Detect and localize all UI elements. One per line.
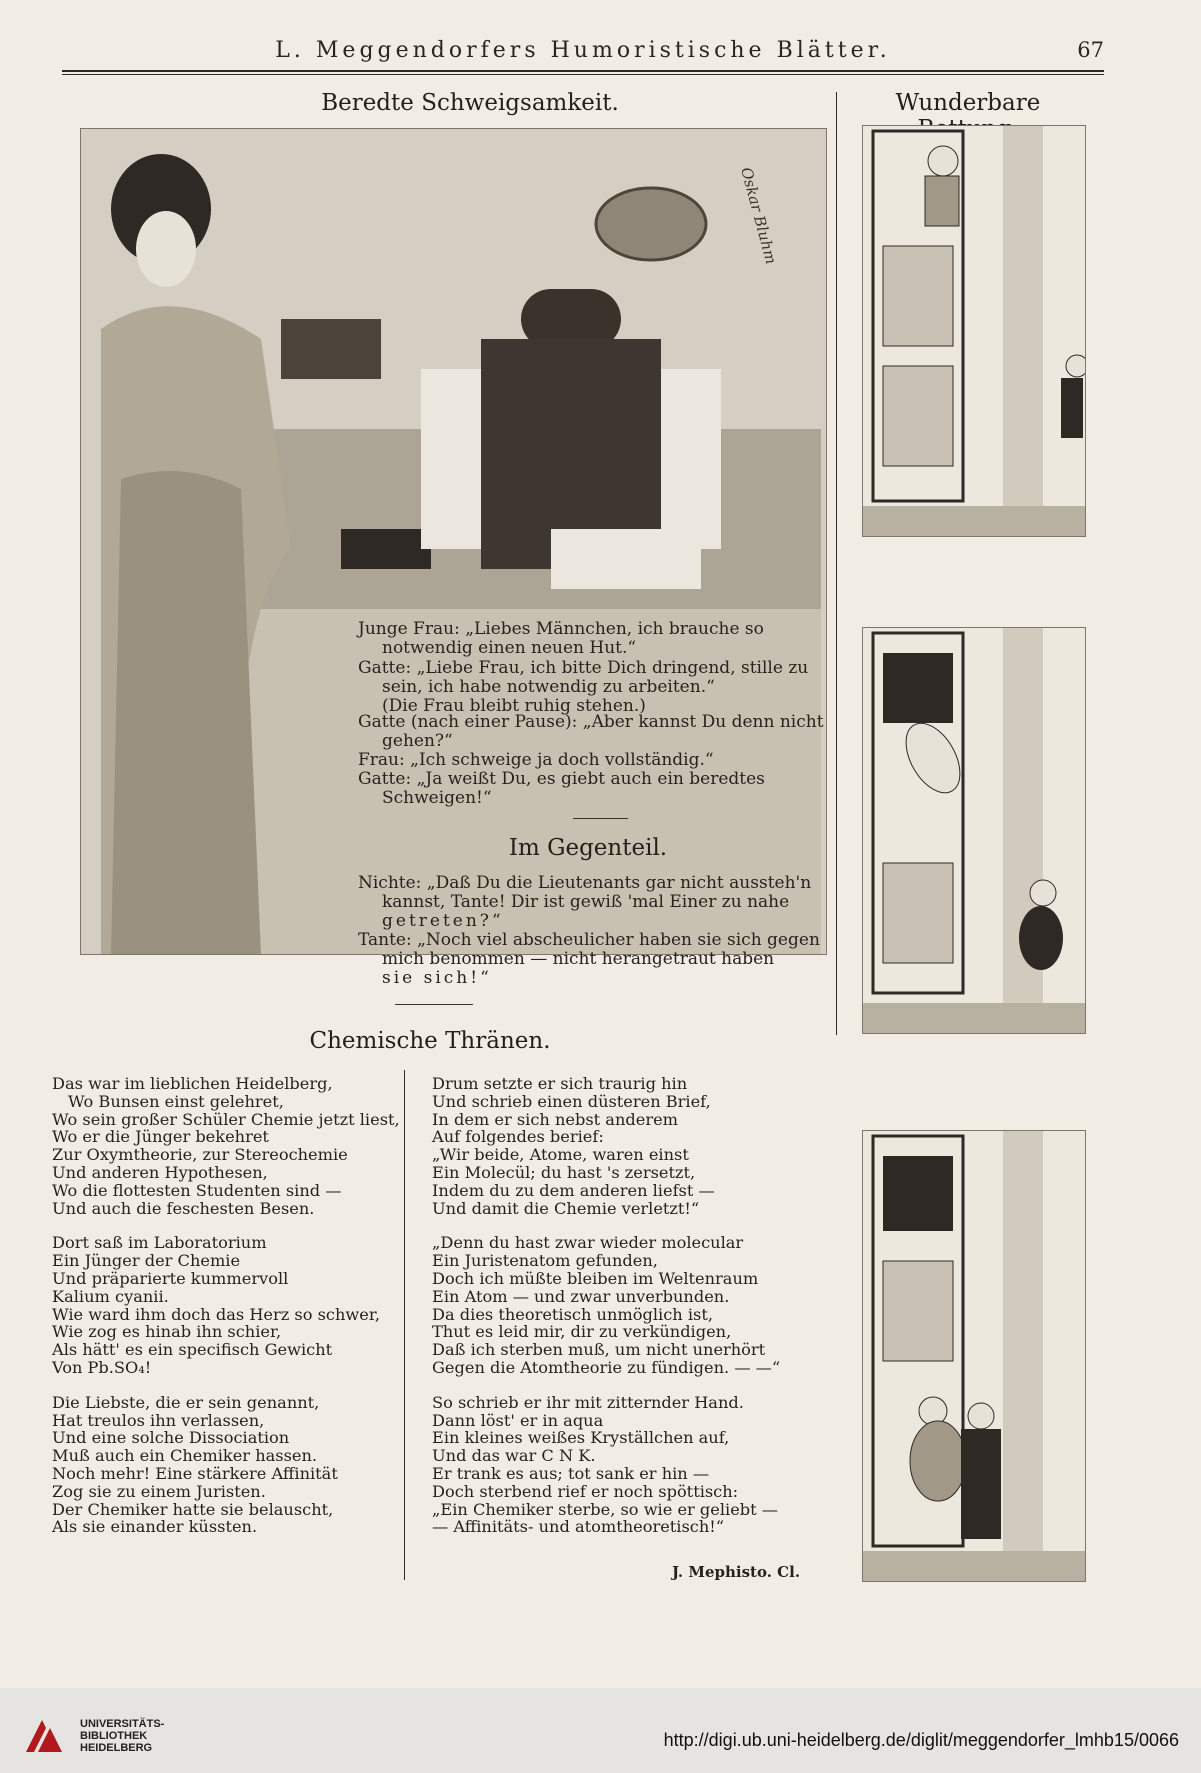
journal-title: L. Meggendorfers Humoristische Blätter. xyxy=(275,38,891,63)
dialogue-line: Tante: „Noch viel abscheulicher haben sie sich gegen xyxy=(358,930,820,950)
verse-line: Die Liebste, die er sein genannt, xyxy=(52,1392,320,1412)
verse-line: Und damit die Chemie verletzt!“ xyxy=(432,1198,700,1218)
library-name-line: BIBLIOTHEK xyxy=(80,1730,148,1742)
verse-line: „Denn du hast zwar wieder molecular xyxy=(432,1233,744,1253)
header-rule-thin xyxy=(62,74,1104,75)
illustration-panel-3 xyxy=(862,1130,1086,1582)
verse-line: „Wir beide, Atome, waren einst xyxy=(432,1145,689,1165)
verse-line: Gegen die Atomtheorie zu fündigen. — —“ xyxy=(432,1357,781,1377)
library-name-line: UNIVERSITÄTS- xyxy=(80,1718,165,1730)
dialogue-line: gehen?“ xyxy=(382,731,453,751)
dialogue-line: Gatte (nach einer Pause): „Aber kannst Du denn nicht xyxy=(358,712,824,732)
dialogue-line: sein, ich habe notwendig zu arbeiten.“ xyxy=(382,677,715,697)
verse-line: Wo sein großer Schüler Chemie jetzt liest, xyxy=(52,1109,400,1129)
verse-line: Ein Molecül; du hast 's zersetzt, xyxy=(432,1162,696,1182)
verse-line: Dort saß im Laboratorium xyxy=(52,1233,267,1253)
verse-line: Und präparierte kummervoll xyxy=(52,1268,289,1288)
verse-line: Wo Bunsen einst gelehret, xyxy=(68,1091,284,1111)
page-number: 67 xyxy=(1077,38,1104,62)
stanza xyxy=(52,1394,400,1536)
verse-line: Als sie einander küssten. xyxy=(52,1517,258,1537)
verse-line: Der Chemiker hatte sie belauscht, xyxy=(52,1499,334,1519)
verse-line: Ein Juristenatom gefunden, xyxy=(432,1251,658,1271)
poem-left-column xyxy=(52,1075,400,1553)
panel-3-svg xyxy=(863,1131,1085,1581)
verse-line: Dann löst' er in aqua xyxy=(432,1410,604,1430)
panel-2-svg xyxy=(863,628,1085,1033)
illustration-signature: Oskar Bluhm xyxy=(737,165,781,266)
verse-line: Drum setzte er sich traurig hin xyxy=(432,1074,688,1093)
illustration-panel-1 xyxy=(862,125,1086,537)
verse-line: Daß ich sterben muß, um nicht unerhört xyxy=(432,1340,766,1360)
verse-line: Wie ward ihm doch das Herz so schwer, xyxy=(52,1304,380,1324)
dialogue-line: sie sich!“ xyxy=(382,968,492,988)
verse-line: Ein kleines weißes Kryställchen auf, xyxy=(432,1428,730,1448)
separator xyxy=(573,818,628,819)
column-divider xyxy=(836,92,837,1035)
separator xyxy=(395,1004,473,1005)
stanza xyxy=(52,1075,400,1217)
verse-line: Er trank es aus; tot sank er hin — xyxy=(432,1463,710,1483)
verse-line: Das war im lieblichen Heidelberg, xyxy=(52,1074,333,1093)
verse-line: Und schrieb einen düsteren Brief, xyxy=(432,1091,711,1111)
poem-signature: J. Mephisto. Cl. xyxy=(672,1563,801,1581)
verse-line: Thut es leid mir, dir zu verkündigen, xyxy=(432,1322,732,1342)
verse-line: Muß auch ein Chemiker hassen. xyxy=(52,1446,318,1466)
verse-line: Zog sie zu einem Juristen. xyxy=(52,1481,266,1501)
verse-line: Doch ich müßte bleiben im Weltenraum xyxy=(432,1268,759,1288)
stanza xyxy=(432,1234,780,1376)
verse-line: Von Pb.SO₄! xyxy=(52,1357,152,1377)
verse-line: Wo die flottesten Studenten sind — xyxy=(52,1180,342,1200)
verse-line: Als hätt' es ein specifisch Gewicht xyxy=(52,1340,333,1360)
verse-line: Noch mehr! Eine stärkere Affinität xyxy=(52,1463,338,1483)
illustration-couple-at-desk xyxy=(80,128,827,955)
dialogue-line: mich benommen — nicht herangetraut haben xyxy=(382,949,775,969)
verse-line: Und anderen Hypothesen, xyxy=(52,1162,268,1182)
stanza xyxy=(52,1234,400,1376)
dialogue-line: Junge Frau: „Liebes Männchen, ich brauche so xyxy=(358,619,764,639)
verse-line: Hat treulos ihn verlassen, xyxy=(52,1410,265,1430)
poem-column-divider xyxy=(404,1070,405,1580)
verse-line: „Ein Chemiker sterbe, so wie er geliebt — xyxy=(432,1499,778,1519)
poem-right-column xyxy=(432,1075,780,1553)
source-url[interactable]: http://digi.ub.uni-heidelberg.de/diglit/meggendorfer_lmhb15/0066 xyxy=(663,1730,1179,1750)
verse-line: In dem er sich nebst anderem xyxy=(432,1109,678,1129)
dialogue-line: Gatte: „Ja weißt Du, es giebt auch ein beredtes xyxy=(358,769,765,789)
verse-line: Und das war C N K. xyxy=(432,1446,596,1466)
verse-line: Auf folgendes berief: xyxy=(432,1127,604,1147)
verse-line: Wo er die Jünger bekehret xyxy=(52,1127,269,1147)
library-name-line: HEIDELBERG xyxy=(80,1742,153,1754)
panel-1-svg xyxy=(863,126,1085,536)
verse-line: Und eine solche Dissociation xyxy=(52,1428,290,1448)
verse-line: Ein Jünger der Chemie xyxy=(52,1251,241,1271)
page-header xyxy=(62,38,1104,66)
verse-line: Da dies theoretisch unmöglich ist, xyxy=(432,1304,713,1324)
article-title-gegenteil: Im Gegenteil. xyxy=(508,835,668,861)
article-title-rettung: Wunderbare xyxy=(895,90,1041,116)
library-name xyxy=(80,1718,164,1754)
dialogue-line: Gatte: „Liebe Frau, ich bitte Dich dringend, stille zu xyxy=(358,658,809,678)
verse-line: So schrieb er ihr mit zitternder Hand. xyxy=(432,1392,744,1412)
verse-line: Und auch die feschesten Besen. xyxy=(52,1198,315,1218)
verse-line: Zur Oxymtheorie, zur Stereochemie xyxy=(52,1145,348,1165)
verse-line: — Affinitäts- und atomtheoretisch!“ xyxy=(432,1517,725,1537)
poem-title: Chemische Thränen. xyxy=(309,1028,551,1054)
verse-line: Doch sterbend rief er noch spöttisch: xyxy=(432,1481,739,1501)
verse-line: Kalium cyanii. xyxy=(52,1286,169,1306)
dialogue-line: kannst, Tante! Dir ist gewiß 'mal Einer zu nahe xyxy=(382,892,790,912)
article-title-beredte: Beredte Schweigsamkeit. xyxy=(321,90,619,116)
dialogue-line: notwendig einen neuen Hut.“ xyxy=(382,638,637,658)
header-rule xyxy=(62,70,1104,72)
dialogue-line: Schweigen!“ xyxy=(382,788,492,808)
dialogue-line: Frau: „Ich schweige ja doch vollständig.“ xyxy=(358,750,714,770)
library-footer xyxy=(0,1688,1201,1773)
illustration-panel-2 xyxy=(862,627,1086,1034)
stanza xyxy=(432,1075,780,1217)
dialogue-line: Nichte: „Daß Du die Lieutenants gar nicht aussteh'n xyxy=(358,873,812,893)
verse-line: Wie zog es hinab ihn schier, xyxy=(52,1322,282,1342)
couple-illustration-svg xyxy=(81,129,826,954)
library-logo-icon xyxy=(22,1716,70,1756)
stanza xyxy=(432,1394,780,1536)
verse-line: Ein Atom — und zwar unverbunden. xyxy=(432,1286,730,1306)
verse-line: Indem du zu dem anderen liefst — xyxy=(432,1180,715,1200)
dialogue-line: getreten?“ xyxy=(382,911,504,931)
stage-direction: (Die Frau bleibt ruhig stehen.) xyxy=(382,696,646,716)
